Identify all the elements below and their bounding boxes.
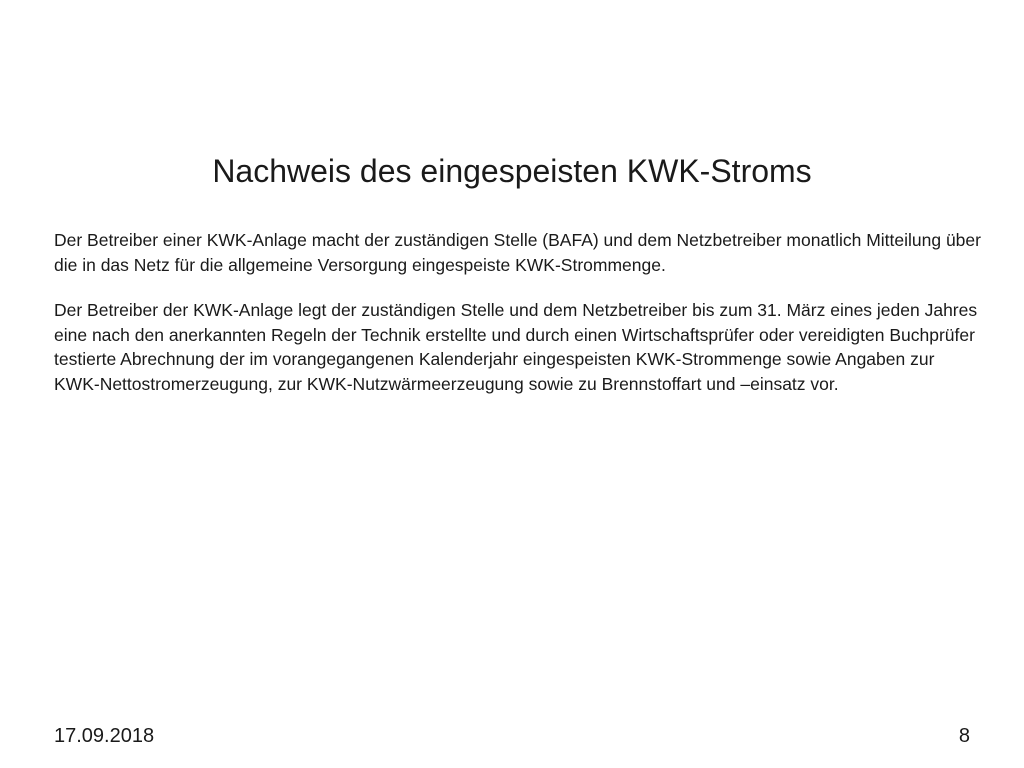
- footer-page-number: 8: [958, 725, 970, 747]
- footer-date: 17.09.2018: [54, 725, 155, 747]
- slide-title: Nachweis des eingespeisten KWK-Stroms: [212, 153, 812, 189]
- slide-body: [54, 228, 984, 396]
- body-paragraph-2: Der Betreiber der KWK-Anlage legt der zuständigen Stelle und dem Netzbetreiber bis zum 31. März eines jeden Jahres eine nach den anerkannten Regeln der Technik erstellte und durch einen Wirtschaftsprüfer oder vereidigten Buchprüfer testierte Abrechnung der im vorangegangenen Kalenderjahr eingespeisten KWK-Strommenge sowie Angaben zur KWK-Nettostromerzeugung, zur KWK-Nutzwärmeerzeugung sowie zu Brennstoffart und –einsatz vor.: [54, 300, 978, 394]
- body-paragraph-1: Der Betreiber einer KWK-Anlage macht der zuständigen Stelle (BAFA) und dem Netzbetreiber monatlich Mitteilung über die in das Netz für die allgemeine Versorgung eingespeiste KWK-Strommenge.: [54, 230, 981, 275]
